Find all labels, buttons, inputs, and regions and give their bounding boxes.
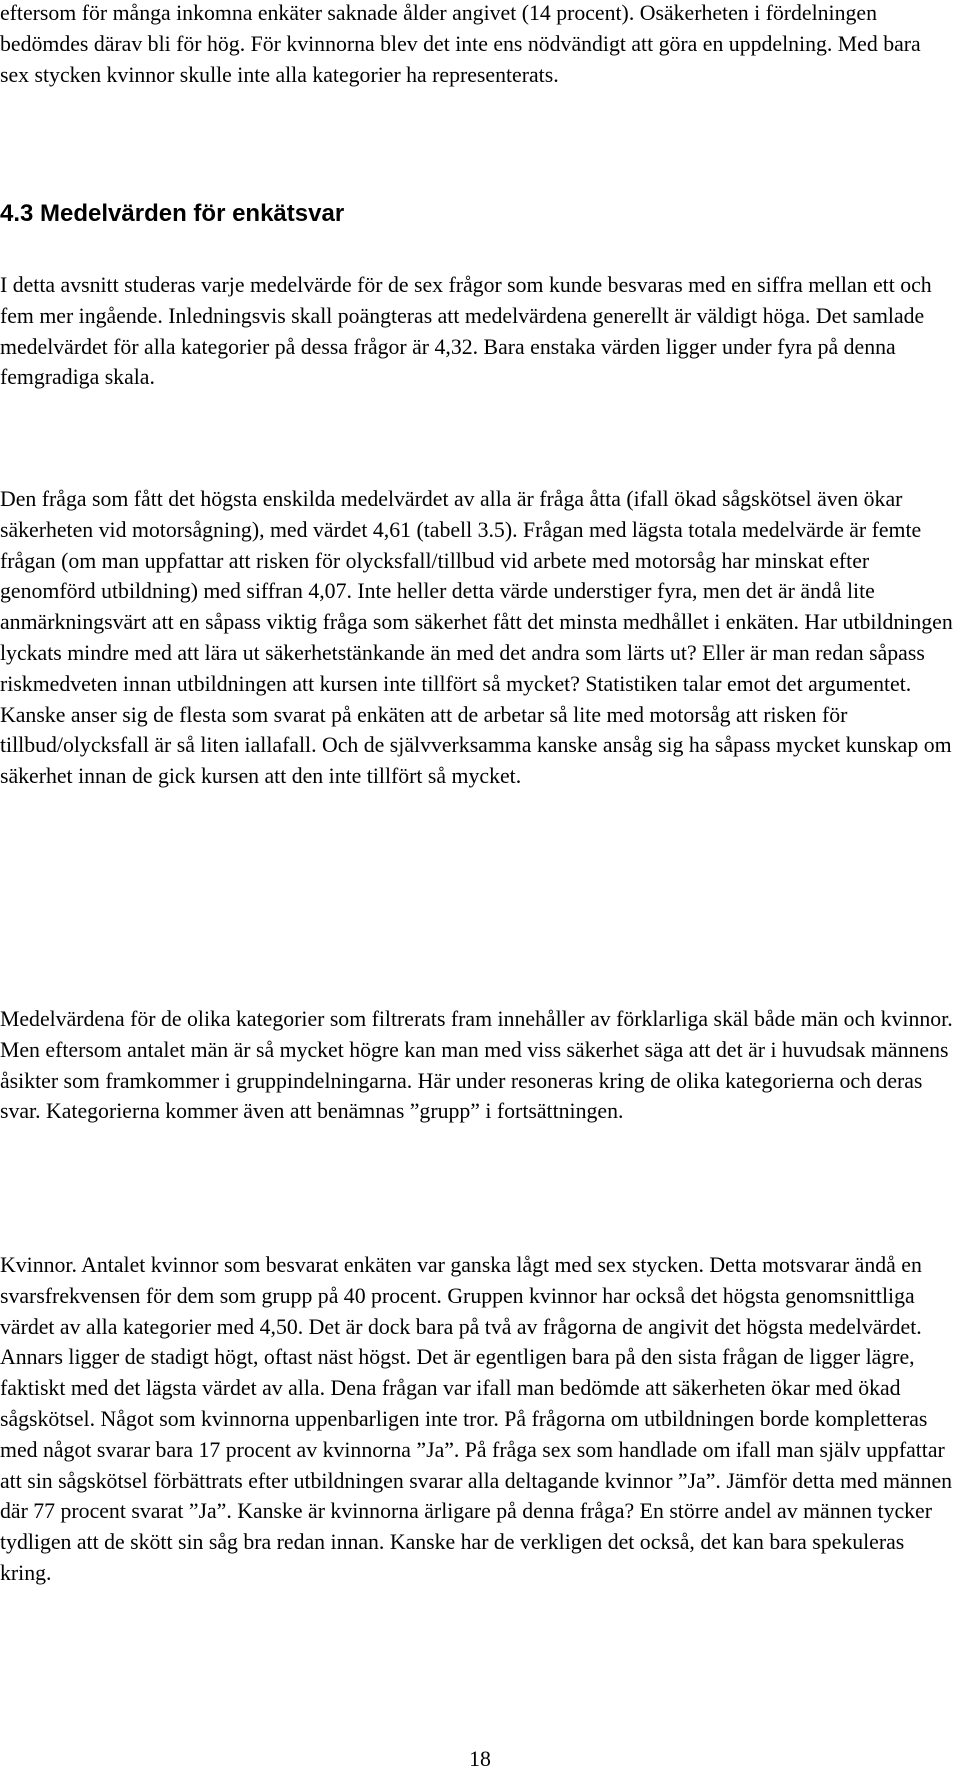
body-paragraph-4: Kvinnor. Antalet kvinnor som besvarat enkäten var ganska lågt med sex stycken. Detta motsvarar ändå en svarsfrekvensen för dem som grupp på 40 procent. Gruppen kvinnor har också det högsta genomsnittliga värdet av alla kategorier med 4,50. Det är dock bara på två av frågorna de angivit det högsta medelvärdet. Annars ligger de stadigt högt, oftast näst högst. Det är egentligen bara på den sista frågan de ligger lägre, faktiskt med det lägsta värdet av alla. Dena frågan var ifall man bedömde att säkerheten ökar med ökad sågskötsel. Något som kvinnorna uppenbarligen inte tror. På frågorna om utbildningen borde kompletteras med något svarar bara 17 procent av kvinnorna ”Ja”. På fråga sex som handlade om ifall man själv uppfattar att sin sågskötsel förbättrats efter utbildningen svarar alla deltagande kvinnor ”Ja”. Jämför detta med männen där 77 procent svarat ”Ja”. Kanske är kvinnorna ärligare på denna fråga? En större andel av männen tycker tydligen att de skött sin såg bra redan innan. Kanske har de verkligen det också, det kan bara spekuleras kring. — [0, 1253, 953, 1585]
body-paragraph-2: Den fråga som fått det högsta enskilda medelvärdet av alla är fråga åtta (ifall ökad sågskötsel även ökar säkerheten vid motorsågning), med värdet 4,61 (tabell 3.5). Frågan med lägsta totala medelvärde är femte frågan (om man uppfattar att risken för olycksfall/tillbud vid arbete med motorsåg har minskat efter genomförd utbildning) med siffran 4,07. Inte heller detta värde understiger fyra, men det är ändå lite anmärkningsvärt att en såpass viktig fråga som säkerhet fått det minsta medhållet i enkäten. Har utbildningen lyckats mindre med att lära ut säkerhetstänkande än med det andra som lärts ut? Eller är man redan såpass riskmedveten innan utbildningen att kursen inte tillfört så mycket? Statistiken talar emot det argumentet. Kanske anser sig de flesta som svarat på enkäten att de arbetar så lite med motorsåg att risken för tillbud/olycksfall är så liten iallafall. Och de självverksamma kanske ansåg sig ha såpass mycket kunskap om säkerhet innan de gick kursen att den inte tillfört så mycket. — [0, 487, 953, 789]
intro-paragraph: eftersom för många inkomna enkäter saknade ålder angivet (14 procent). Osäkerheten i fördelningen bedömdes därav bli för hög. För kvinnorna blev det inte ens nödvändigt att göra en uppdelning. Med bara sex stycken kvinnor skulle inte alla kategorier ha representerats. — [0, 1, 921, 87]
section-heading: 4.3 Medelvärden för enkätsvar — [0, 200, 345, 227]
body-paragraph-3: Medelvärdena för de olika kategorier som filtrerats fram innehåller av förklarliga skäl både män och kvinnor. Men eftersom antalet män är så mycket högre kan man med viss säkerhet säga att det är i huvudsak männens åsikter som framkommer i gruppindelningarna. Här under resoneras kring de olika kategorierna och deras svar. Kategorierna kommer även att benämnas ”grupp” i fortsättningen. — [0, 1007, 953, 1124]
body-paragraph-1: I detta avsnitt studeras varje medelvärde för de sex frågor som kunde besvaras med en siffra mellan ett och fem mer ingående. Inledningsvis skall poängteras att medelvärdena generellt är väldigt höga. Det samlade medelvärdet för alla kategorier på dessa frågor är 4,32. Bara enstaka värden ligger under fyra på denna femgradiga skala. — [0, 273, 932, 390]
page-number: 18 — [469, 1747, 491, 1771]
